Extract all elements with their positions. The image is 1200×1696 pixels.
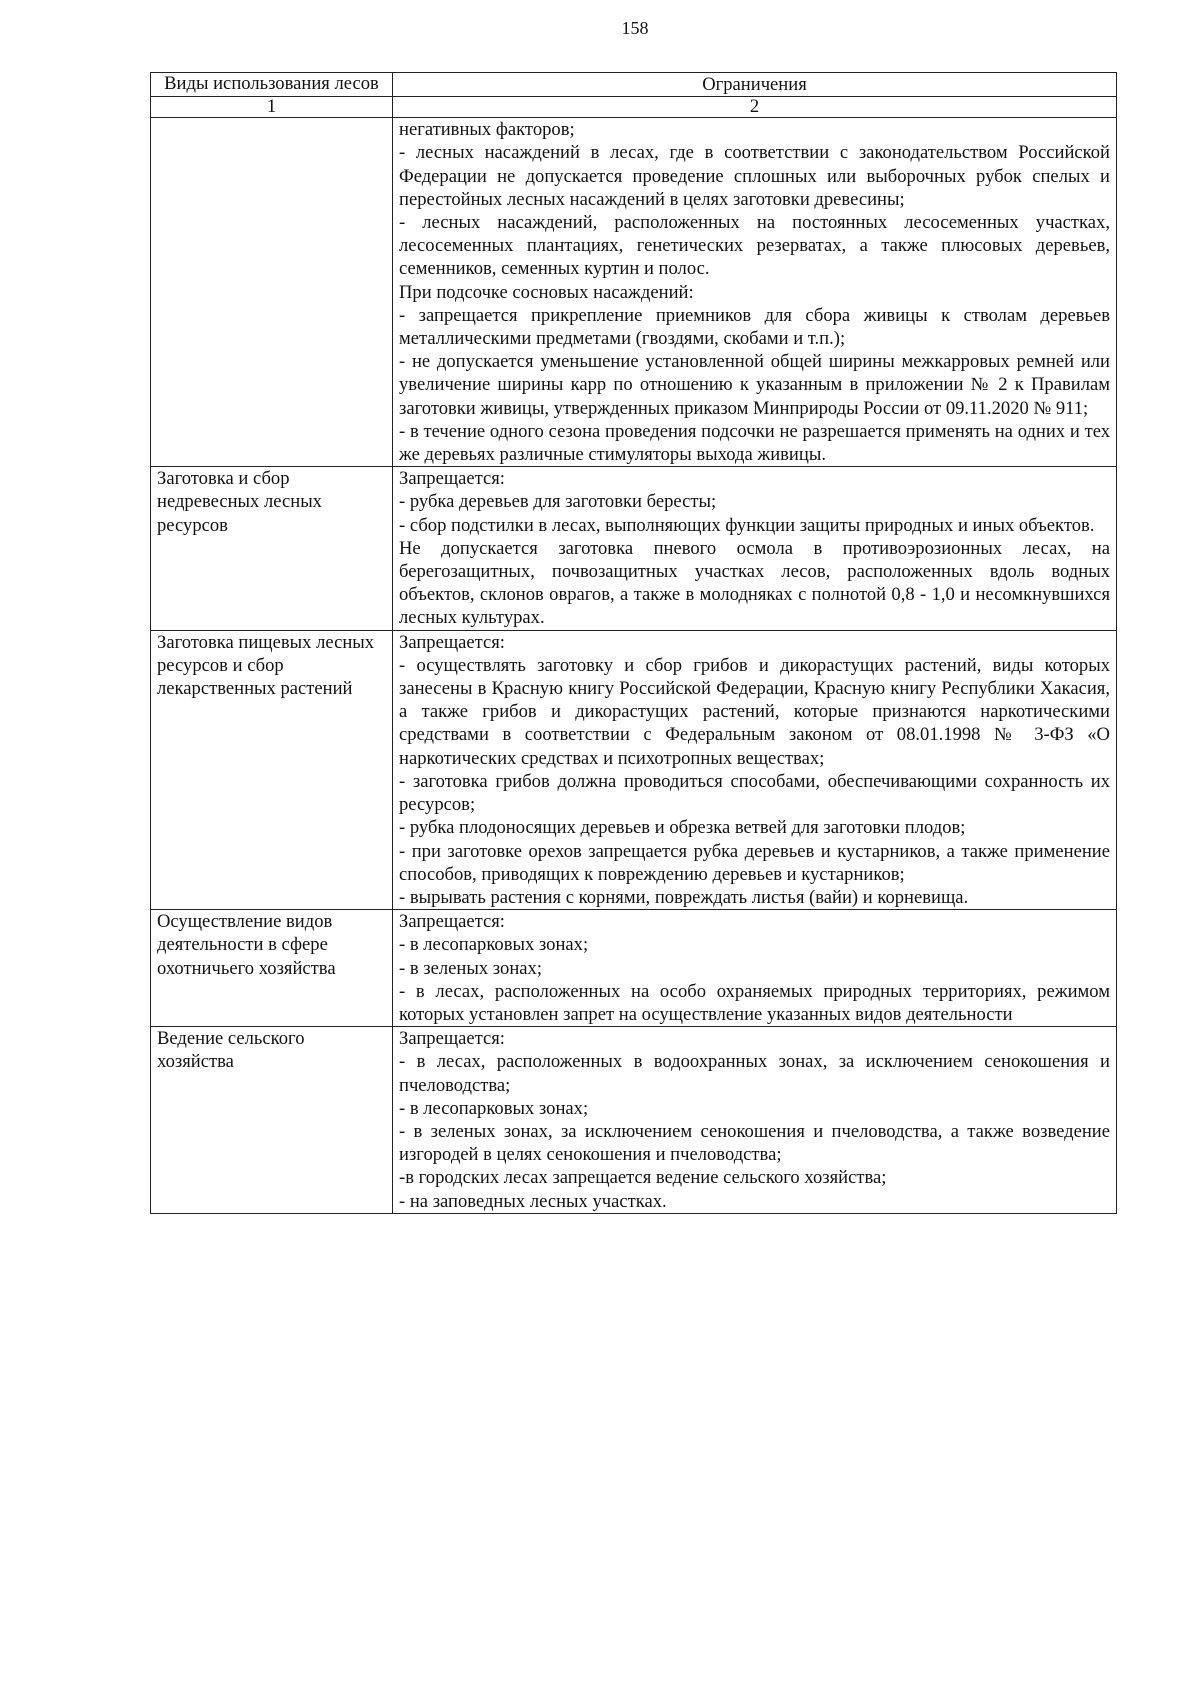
category-cell bbox=[151, 118, 393, 467]
table-row bbox=[151, 910, 1117, 1027]
header-restrictions: Ограничения bbox=[393, 73, 1117, 97]
restriction-line: - не допускается уменьшение установленной общей ширины межкарровых ремней или увеличение ширины карр по отношению к указанным в приложении № 2 к Правилам заготовки живицы, утвержденных приказом Минприроды России от 09.11.2020 № 911; bbox=[399, 351, 1110, 419]
restriction-line: - в зеленых зонах, за исключением сенокошения и пчеловодства, а также возведение изгородей в целях сенокошения и пчеловодства; bbox=[399, 1120, 1110, 1166]
column-number-1: 1 bbox=[151, 97, 393, 118]
column-number-2: 2 bbox=[393, 97, 1117, 118]
restriction-line: - сбор подстилки в лесах, выполняющих функции защиты природных и иных объектов. bbox=[399, 514, 1095, 536]
restriction-line: Запрещается: bbox=[399, 631, 505, 653]
column-number-row bbox=[151, 97, 1117, 118]
restriction-line: - заготовка грибов должна проводиться способами, обеспечивающими сохранность их ресурсов; bbox=[399, 770, 1110, 816]
table-header-row bbox=[151, 73, 1117, 97]
restrictions-cell bbox=[393, 467, 1117, 630]
restriction-line: - в лесах, расположенных в водоохранных зонах, за исключением сенокошения и пчеловодства; bbox=[399, 1051, 1110, 1096]
restriction-line: При подсочке сосновых насаждений: bbox=[399, 281, 694, 303]
table-row bbox=[151, 630, 1117, 909]
restriction-line: - лесных насаждений в лесах, где в соответствии с законодательством Российской Федерации не допускается проведение сплошных или выборочных рубок спелых и перестойных лесных насаждений в целях заготовки древесины; bbox=[399, 142, 1110, 210]
restrictions-cell bbox=[393, 910, 1117, 1027]
restriction-line: - в лесах, расположенных на особо охраняемых природных территориях, режимом которых установлен запрет на осуществление указанных видов деятельности bbox=[399, 980, 1110, 1025]
restriction-line: - в зеленых зонах; bbox=[399, 957, 542, 979]
table-row bbox=[151, 467, 1117, 630]
restriction-line: - на заповедных лесных участках. bbox=[399, 1190, 667, 1212]
restrictions-cell bbox=[393, 1027, 1117, 1214]
page-number: 158 bbox=[621, 18, 649, 38]
category-cell: Ведение сельского хозяйства bbox=[151, 1027, 393, 1214]
restrictions-cell bbox=[393, 118, 1117, 467]
category-cell: Заготовка пищевых лесных ресурсов и сбор лекарственных растений bbox=[151, 630, 393, 909]
restriction-line: - запрещается прикрепление приемников для сбора живицы к стволам деревьев металлическими предметами (гвоздями, скобами и т.п.); bbox=[399, 304, 1110, 350]
restriction-line: - при заготовке орехов запрещается рубка деревьев и кустарников, а также применение способов, приводящих к повреждению деревьев и кустарников; bbox=[399, 840, 1110, 885]
header-forest-use-types: Виды использования лесов bbox=[151, 73, 393, 97]
restriction-line: - в лесопарковых зонах; bbox=[399, 1097, 589, 1119]
category-cell: Осуществление видов деятельности в сфере охотничьего хозяйства bbox=[151, 910, 393, 1027]
restriction-line: - вырывать растения с корнями, повреждать листья (вайи) и корневища. bbox=[399, 886, 969, 908]
restriction-line: Запрещается: bbox=[399, 468, 505, 490]
restrictions-cell bbox=[393, 630, 1117, 909]
restriction-line: Не допускается заготовка пневого осмола в противоэрозионных лесах, на берегозащитных, почвозащитных участках лесов, расположенных вдоль водных объектов, склонов оврагов, а также в молодняках с полнотой 0,8 - 1,0 и несомкнувшихся лесных культурах. bbox=[399, 537, 1110, 629]
restriction-line: - лесных насаждений, расположенных на постоянных лесосеменных участках, лесосеменных плантациях, генетических резерватах, а также плюсовых деревьев, семенников, семенных куртин и полос. bbox=[399, 212, 1110, 280]
restrictions-table bbox=[150, 72, 1117, 1214]
table-row bbox=[151, 1027, 1117, 1214]
restriction-line: - рубка деревьев для заготовки бересты; bbox=[399, 491, 717, 513]
restriction-line: негативных факторов; bbox=[399, 119, 575, 141]
table-row bbox=[151, 118, 1117, 467]
category-cell: Заготовка и сбор недревесных лесных ресурсов bbox=[151, 467, 393, 630]
restriction-line: -в городских лесах запрещается ведение сельского хозяйства; bbox=[399, 1167, 887, 1189]
restriction-line: - осуществлять заготовку и сбор грибов и дикорастущих растений, виды которых занесены в Красную книгу Российской Федерации, Красную книгу Республики Хакасия, а также грибов и дикорастущих растений, которые признаются наркотическими средствами в соответствии с Федеральным законом от 08.01.1998 № 3-ФЗ «О наркотических средствах и психотропных веществах; bbox=[399, 654, 1110, 769]
restriction-line: - в течение одного сезона проведения подсочки не разрешается применять на одних и тех же деревьях различные стимуляторы выхода живицы. bbox=[399, 420, 1110, 466]
restriction-line: Запрещается: bbox=[399, 1028, 505, 1050]
restriction-line: - в лесопарковых зонах; bbox=[399, 934, 589, 956]
restriction-line: - рубка плодоносящих деревьев и обрезка ветвей для заготовки плодов; bbox=[399, 817, 966, 839]
restriction-line: Запрещается: bbox=[399, 911, 505, 933]
